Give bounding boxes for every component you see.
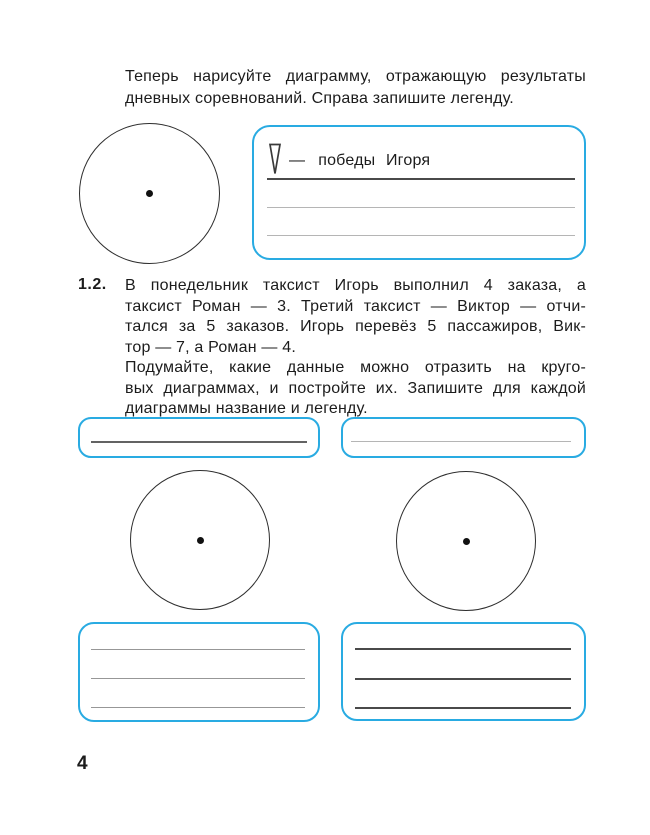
writing-line [91, 707, 305, 708]
writing-line [91, 441, 307, 443]
circle-center-dot [146, 190, 153, 197]
page-number: 4 [77, 753, 88, 774]
writing-line [355, 648, 571, 650]
text-line: дневных соревнований. Справа запишите легенду. [125, 90, 514, 107]
text-line: тор — 7, а Роман — 4. [125, 338, 297, 356]
text-line: диаграммы название и легенду. [125, 400, 368, 417]
task-number: 1.2. [78, 276, 107, 293]
legend-dash: — [289, 152, 306, 169]
circle-center-dot [197, 537, 204, 544]
legend-box-left [78, 622, 320, 722]
text-line: Подумайте, какие данные можно отразить на круго- [125, 359, 586, 376]
pie-circle-top [79, 123, 220, 264]
legend-box-right [341, 622, 586, 721]
writing-line [267, 207, 575, 208]
task-text [125, 276, 586, 420]
legend-box-top [252, 125, 586, 260]
writing-line [355, 707, 571, 709]
title-box-right [341, 417, 586, 458]
circle-center-dot [463, 538, 470, 545]
intro-instruction-text [125, 66, 586, 110]
text-line: Теперь нарисуйте диаграмму, отражающую результаты [125, 68, 586, 85]
writing-line [355, 678, 571, 680]
writing-line [91, 678, 305, 679]
text-line: тался за 5 заказов. Игорь перевёз 5 пассажиров, Вик- [125, 318, 586, 335]
triangle-symbol-icon [268, 143, 282, 176]
title-box-left [78, 417, 320, 458]
legend-label: победы Игоря [318, 152, 431, 169]
text-line: таксист Роман — 3. Третий таксист — Виктор — отчи- [125, 297, 586, 315]
writing-line [91, 649, 305, 650]
legend-entry [289, 152, 430, 170]
pie-circle-left [130, 470, 270, 610]
writing-line [267, 178, 575, 180]
text-line: В понедельник таксист Игорь выполнил 4 заказа, а [125, 277, 586, 294]
writing-line [267, 235, 575, 236]
writing-line [351, 441, 571, 442]
text-line: вых диаграммах, и постройте их. Запишите для каждой [125, 379, 586, 397]
pie-circle-right [396, 471, 536, 611]
